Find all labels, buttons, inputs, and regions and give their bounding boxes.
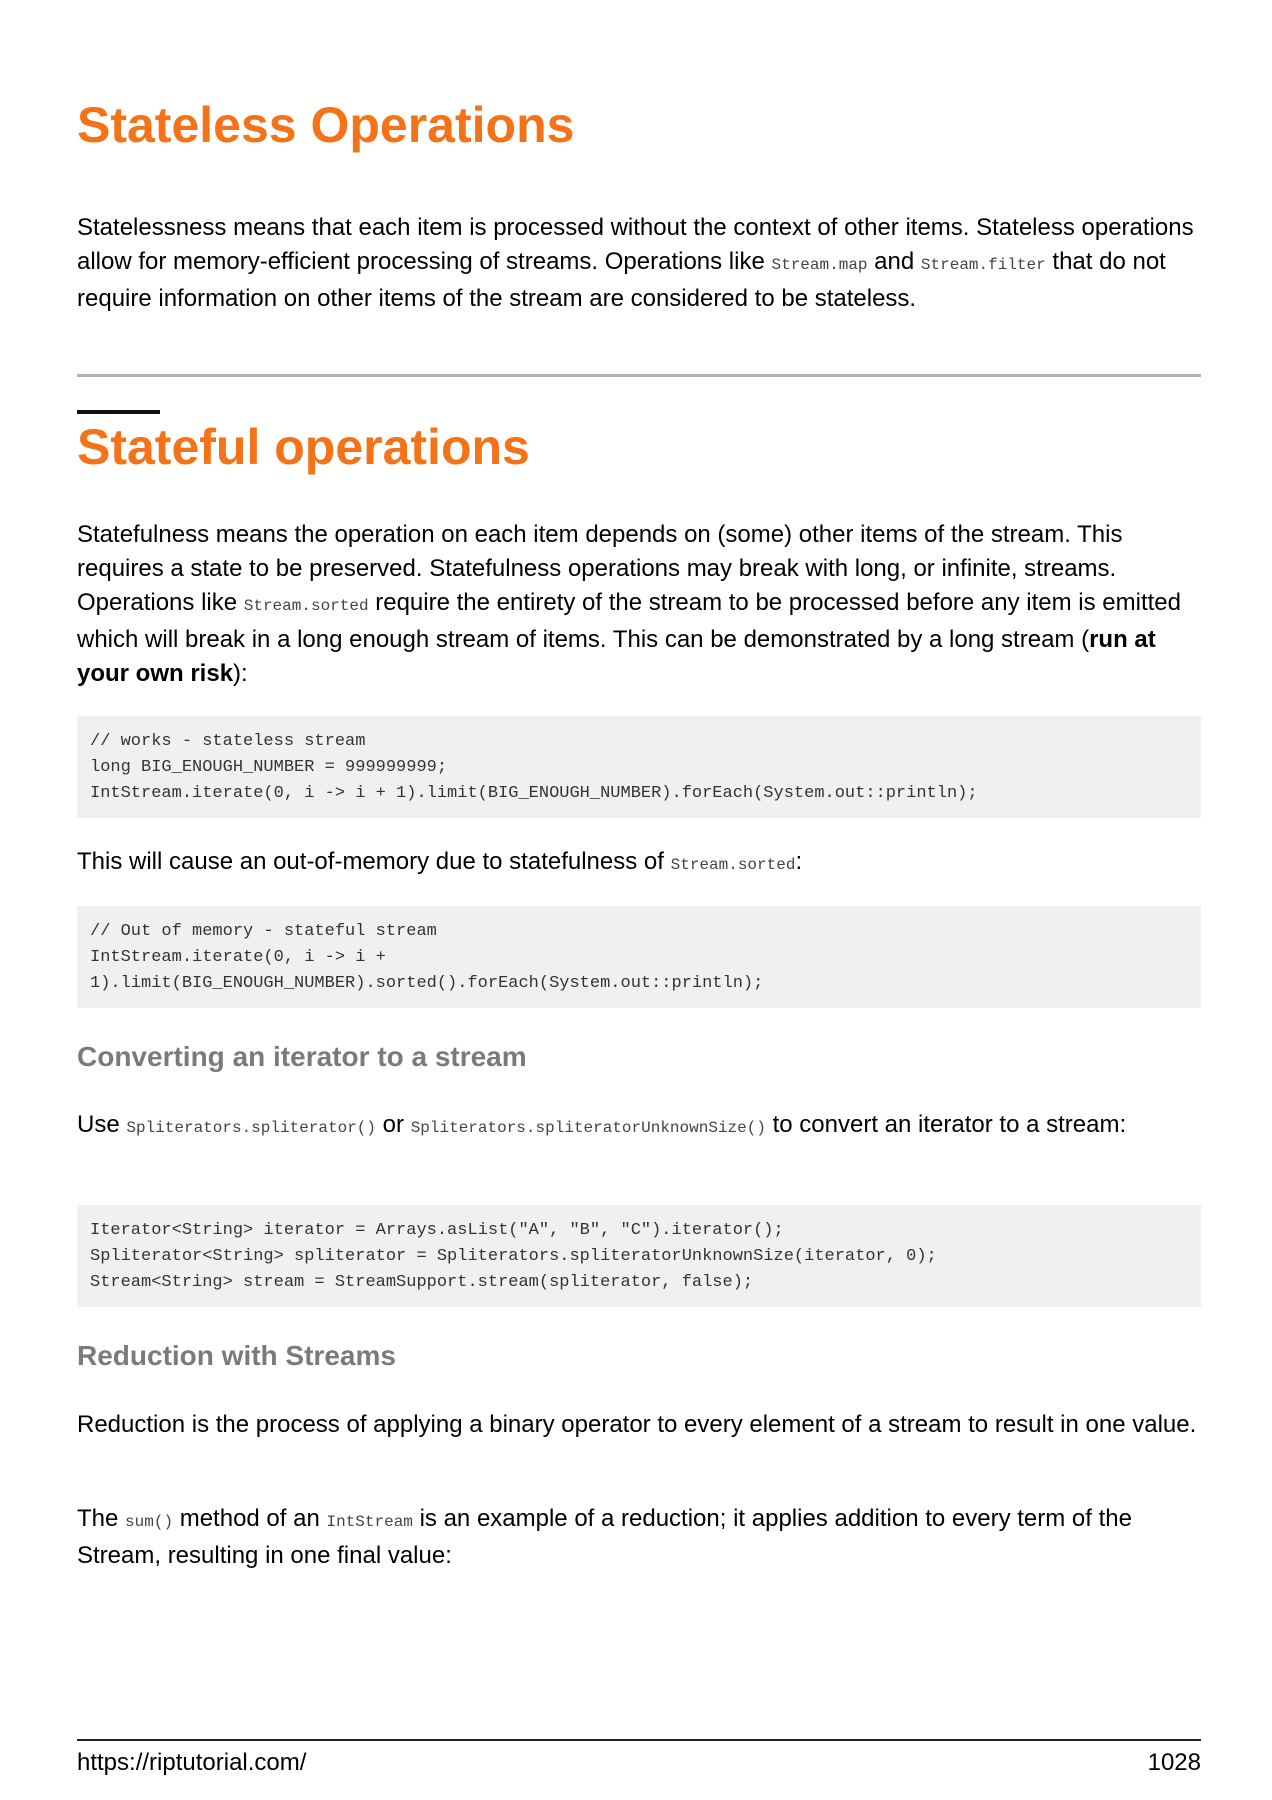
heading-accent-rule <box>77 410 160 414</box>
stateless-heading: Stateless Operations <box>77 97 575 153</box>
footer-divider <box>77 1739 1201 1741</box>
inline-code-stream-sorted-2: Stream.sorted <box>670 856 796 874</box>
reduction-heading: Reduction with Streams <box>77 1340 396 1371</box>
section-divider <box>77 374 1201 377</box>
inline-code-spliterator-unknown-size: Spliterators.spliteratorUnknownSize() <box>410 1119 766 1137</box>
converting-paragraph: Use Spliterators.spliterator() or Spliterators.spliteratorUnknownSize() to convert an iterator to a stream: <box>77 1111 1127 1138</box>
inline-code-intstream: IntStream <box>326 1513 413 1531</box>
inline-code-stream-sorted: Stream.sorted <box>243 597 369 615</box>
converting-heading: Converting an iterator to a stream <box>77 1041 527 1072</box>
footer-page-number: 1028 <box>1147 1749 1201 1776</box>
stateful-heading: Stateful operations <box>77 419 530 475</box>
reduction-paragraph-2: The sum() method of an IntStream is an example of a reduction; it applies addition to every term of the Stream, resulting in one final value: <box>77 1505 1132 1569</box>
stateful-paragraph: Statefulness means the operation on each item depends on (some) other items of the stream. This requires a state to be preserved. Statefulness operations may break with long, or infinite, streams. Operations like Stream.sorted require the entirety of the stream to be processed before any item is emitted which will break in a long enough stream of items. This can be demonstrated by a long stream (run at your own risk): <box>77 521 1181 687</box>
code-block-stateless-stream: // works - stateless stream long BIG_ENOUGH_NUMBER = 999999999; IntStream.iterate(0, i -> i + 1).limit(BIG_ENOUGH_NUMBER).forEach(System.out::println); <box>77 716 1201 818</box>
stateless-paragraph: Statelessness means that each item is processed without the context of other items. Stateless operations allow for memory-efficient processing of streams. Operations like Stream.map and Stream.filter that do not require information on other items of the stream are considered to be stateless. <box>77 214 1194 312</box>
code-block-stateful-stream: // Out of memory - stateful stream IntStream.iterate(0, i -> i + 1).limit(BIG_ENOUGH_NUMBER).sorted().forEach(System.out::println); <box>77 906 1201 1008</box>
code-block-iterator-to-stream: Iterator<String> iterator = Arrays.asList("A", "B", "C").iterator(); Spliterator<String> spliterator = Spliterators.spliteratorUnknownSize(iterator, 0); Stream<String> stream = StreamSupport.stream(spliterator, false); <box>77 1205 1201 1307</box>
bold-warning: run at your own risk <box>77 626 1156 687</box>
inline-code-stream-map: Stream.map <box>771 256 868 274</box>
footer-url: https://riptutorial.com/ <box>77 1749 307 1776</box>
inline-code-stream-filter: Stream.filter <box>920 256 1046 274</box>
inline-code-sum: sum() <box>125 1513 174 1531</box>
reduction-paragraph-1: Reduction is the process of applying a binary operator to every element of a stream to result in one value. <box>77 1411 1197 1438</box>
inline-code-spliterator: Spliterators.spliterator() <box>126 1119 376 1137</box>
out-of-memory-paragraph: This will cause an out-of-memory due to statefulness of Stream.sorted: <box>77 848 803 875</box>
